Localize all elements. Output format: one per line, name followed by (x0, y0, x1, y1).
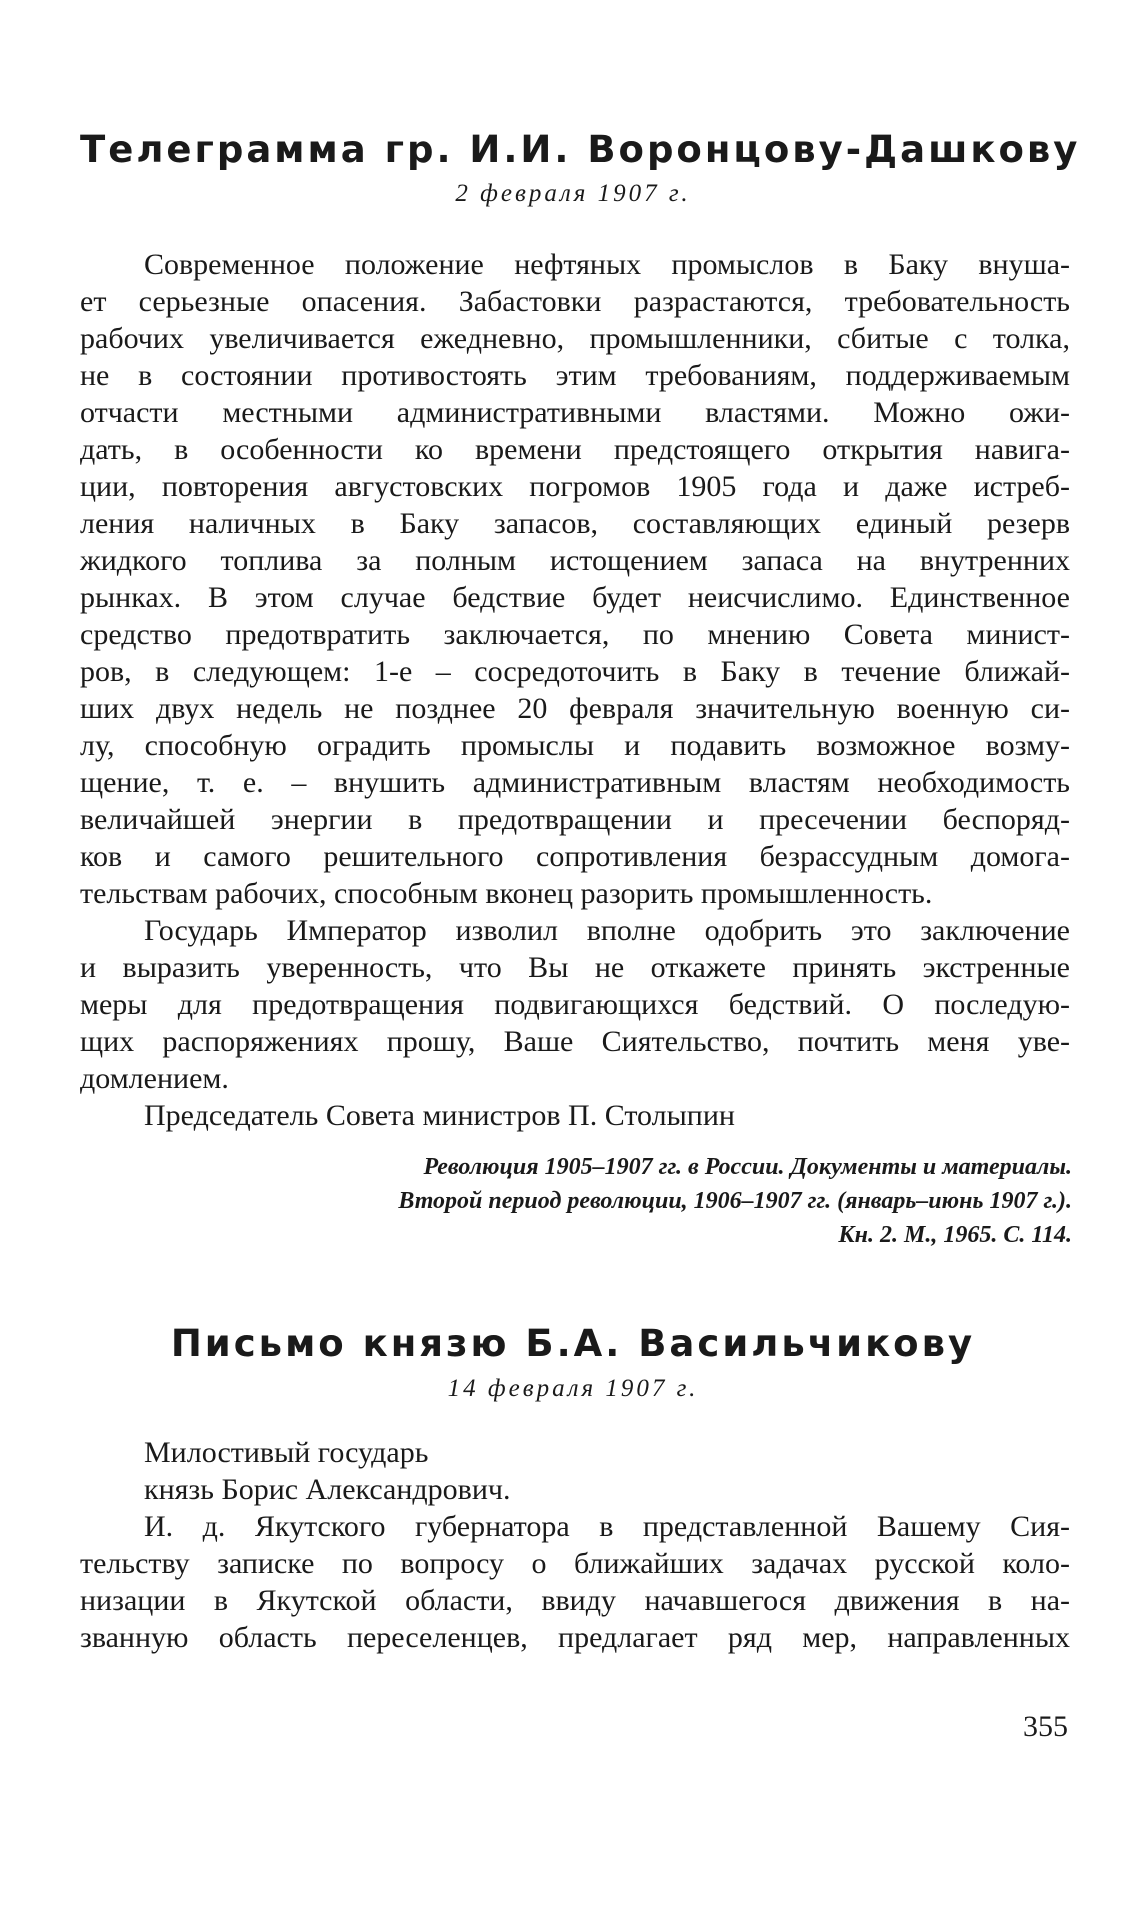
text-line: ков и самого решительного сопротивления безрассудным домога- (80, 840, 1070, 873)
text-line: ров, в следующем: 1-е – сосредоточить в Баку в течение ближай- (80, 655, 1070, 688)
text-line: ления наличных в Баку запасов, составляющих единый резерв (80, 507, 1070, 540)
text-line: домлением. (80, 1062, 229, 1095)
page-number: 355 (1023, 1710, 1068, 1743)
text-line: щение, т. е. – внушить административным властям необходимость (80, 766, 1070, 799)
source-line: Революция 1905–1907 гг. в России. Документы и материалы. (423, 1154, 1072, 1180)
text-line: низации в Якутской области, ввиду начавшегося движения в на- (80, 1584, 1070, 1617)
doc1-signature: Председатель Совета министров П. Столыпин (144, 1099, 735, 1132)
text-line: рабочих увеличивается ежедневно, промышленники, сбитые с толка, (80, 322, 1070, 355)
text-line: лу, способную оградить промыслы и подавить возможное возму- (80, 729, 1070, 762)
text-line: ции, повторения августовских погромов 1905 года и даже истреб- (80, 470, 1070, 503)
text-line: отчасти местными административными властями. Можно ожи- (80, 396, 1070, 429)
text-line: Современное положение нефтяных промыслов в Баку внуша- (144, 248, 1070, 281)
source-line: Кн. 2. М., 1965. С. 114. (838, 1222, 1072, 1248)
doc1-paragraph-1 (80, 246, 1070, 1134)
text-line: щих распоряжениях прошу, Ваше Сиятельство, почтить меня уве- (80, 1025, 1070, 1058)
text-line: жидкого топлива за полным истощением запаса на внутренних (80, 544, 1070, 577)
doc2-body (80, 1434, 1070, 1656)
text-line: средство предотвратить заключается, по мнению Совета минист- (80, 618, 1070, 651)
text-line: ших двух недель не позднее 20 февраля значительную военную си- (80, 692, 1070, 725)
doc1-date: 2 февраля 1907 г. (455, 180, 691, 207)
doc1-source-citation (172, 1150, 1072, 1252)
doc2-salutation-line: князь Борис Александрович. (144, 1473, 511, 1506)
text-line: И. д. Якутского губернатора в представленной Вашему Сия- (144, 1510, 1070, 1543)
text-line: и выразить уверенность, что Вы не откажете принять экстренные (80, 951, 1070, 984)
text-line: меры для предотвращения подвигающихся бедствий. О последую- (80, 988, 1070, 1021)
text-line: Государь Император изволил вполне одобрить это заключение (144, 914, 1070, 947)
doc2-salutation-line: Милостивый государь (144, 1436, 429, 1469)
doc2-title: Письмо князю Б.А. Васильчикову (170, 1322, 976, 1365)
text-line: рынках. В этом случае бедствие будет неисчислимо. Единственное (80, 581, 1070, 614)
text-line: дать, в особенности ко времени предстоящего открытия навига- (80, 433, 1070, 466)
text-line: не в состоянии противостоять этим требованиям, поддерживаемым (80, 359, 1070, 392)
text-line: величайшей энергии в предотвращении и пресечении беспоряд- (80, 803, 1070, 836)
doc1-title: Телеграмма гр. И.И. Воронцову-Дашкову (80, 128, 1081, 171)
text-line: ет серьезные опасения. Забастовки разрастаются, требовательность (80, 285, 1070, 318)
text-line: тельству записке по вопросу о ближайших задачах русской коло- (80, 1547, 1070, 1580)
text-line: званную область переселенцев, предлагает ряд мер, направленных (80, 1621, 1070, 1654)
source-line: Второй период революции, 1906–1907 гг. (январь–июнь 1907 г.). (398, 1188, 1072, 1214)
text-line: тельствам рабочих, способным вконец разорить промышленность. (80, 877, 933, 910)
doc2-date: 14 февраля 1907 г. (447, 1375, 699, 1402)
